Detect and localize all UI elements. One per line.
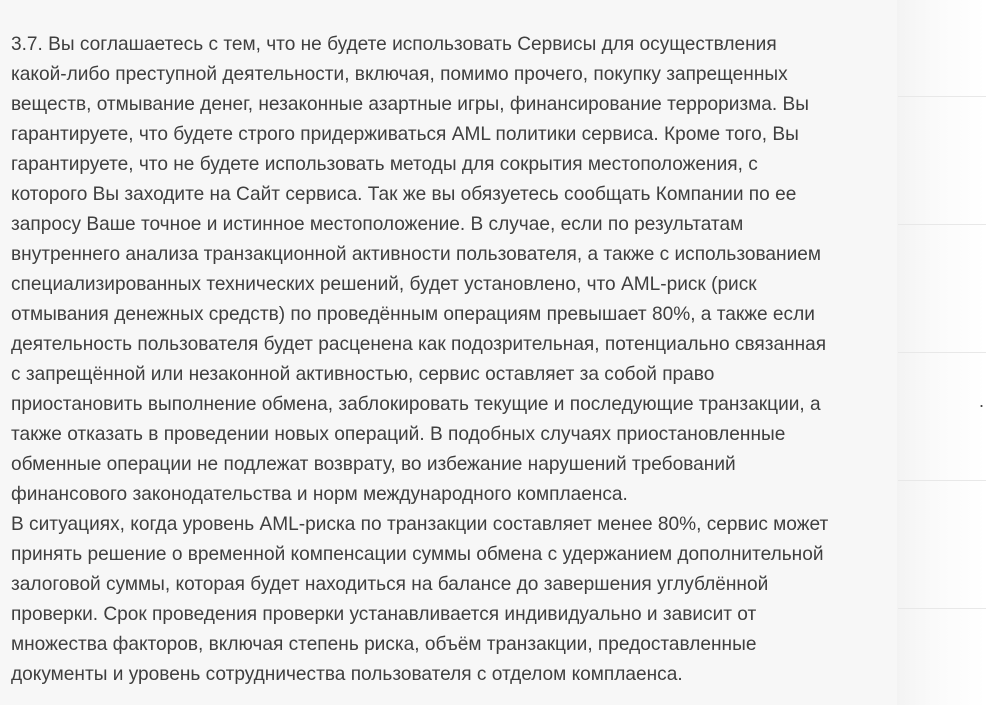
text-line-10: отмывания денежных средств) по проведённым операциям превышает 80%, а также если [11, 304, 815, 325]
background-grid-line [898, 608, 986, 609]
text-line-8: внутреннего анализа транзакционной активности пользователя, а также с использованием [11, 244, 821, 265]
background-grid-line [898, 96, 986, 97]
text-line-11: деятельность пользователя будет расценена как подозрительная, потенциально связанная [11, 334, 827, 355]
text-line-12: с запрещённой или незаконной активностью, сервис оставляет за собой право [11, 364, 715, 385]
text-line-4: гарантируете, что будете строго придерживаться AML политики сервиса. Кроме того, Вы [11, 124, 799, 145]
background-grid-line [898, 480, 986, 481]
text-line-14: также отказать в проведении новых операций. В подобных случаях приостановленные [11, 424, 786, 445]
text-line-9: специализированных технических решений, будет установлено, что AML-риск (риск [11, 274, 757, 295]
aml-terms-text [11, 30, 889, 690]
text-line-15: обменные операции не подлежат возврату, во избежание нарушений требований [11, 454, 736, 475]
text-line-18: принять решение о временной компенсации суммы обмена с удержанием дополнительной [11, 544, 824, 565]
text-line-20: проверки. Срок проведения проверки устанавливается индивидуально и зависит от [11, 604, 757, 625]
text-line-5: гарантируете, что не будете использовать методы для сокрытия местоположения, с [11, 154, 758, 175]
background-grid-line [898, 352, 986, 353]
background-grid-line [898, 224, 986, 225]
text-line-21: множества факторов, включая степень риска, объём транзакции, предоставленные [11, 634, 757, 655]
text-line-16: финансового законодательства и норм международного комплаенса. [11, 484, 628, 505]
text-line-7: запросу Ваше точное и истинное местоположение. В случае, если по результатам [11, 214, 744, 235]
text-line-3: веществ, отмывание денег, незаконные азартные игры, финансирование терроризма. Вы [11, 94, 809, 115]
text-line-17: В ситуациях, когда уровень AML-риска по транзакции составляет менее 80%, сервис может [11, 514, 829, 535]
edge-text-fragment: . [979, 391, 985, 411]
text-line-22: документы и уровень сотрудничества пользователя с отделом комплаенса. [11, 664, 683, 685]
text-line-13: приостановить выполнение обмена, заблокировать текущие и последующие транзакции, а [11, 394, 821, 415]
text-line-1: 3.7. Вы соглашаетесь с тем, что не будете использовать Сервисы для осуществления [11, 34, 777, 55]
text-line-2: какой-либо преступной деятельности, включая, помимо прочего, покупку запрещенных [11, 64, 788, 85]
text-line-19: залоговой суммы, которая будет находиться на балансе до завершения углублённой [11, 574, 769, 595]
text-line-6: которого Вы заходите на Сайт сервиса. Так же вы обязуетесь сообщать Компании по ее [11, 184, 797, 205]
